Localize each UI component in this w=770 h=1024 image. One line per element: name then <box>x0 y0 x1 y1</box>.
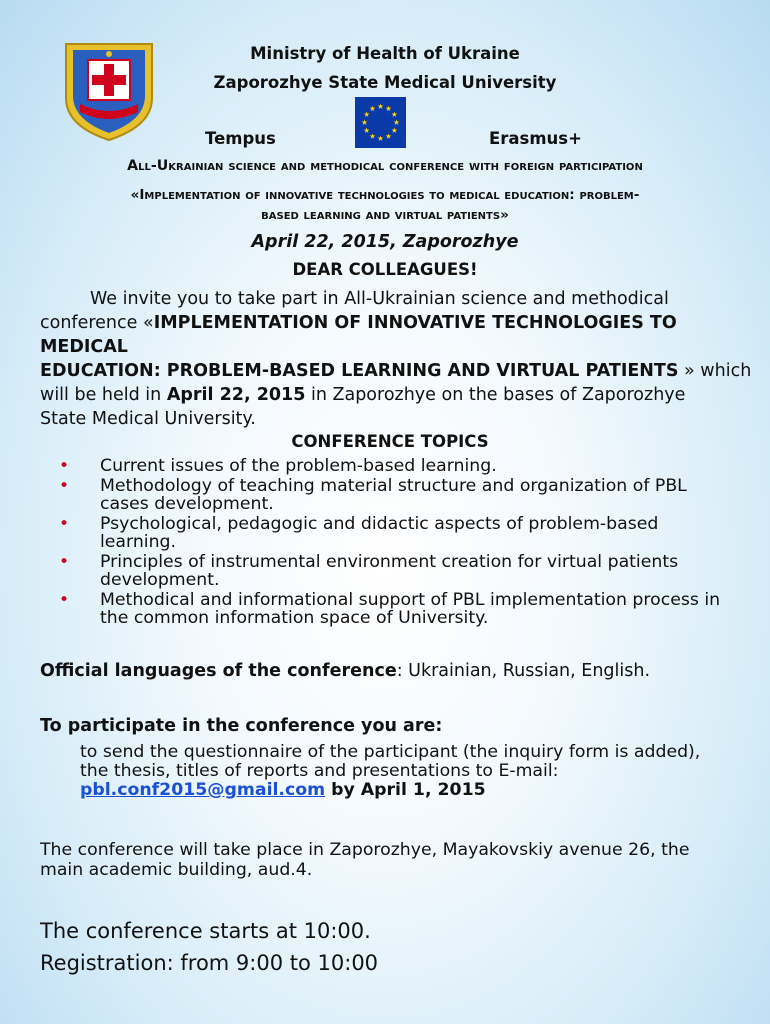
conference-theme-text-1: «Implementation of innovative technologies to medical education: problem- <box>130 187 640 203</box>
topic-item <box>40 477 760 513</box>
topic-text-continued: the common information space of University. <box>100 608 489 628</box>
intro-line-2 <box>40 311 760 359</box>
participate-instructions <box>80 743 760 800</box>
start-time: The conference starts at 10:00. <box>40 919 371 943</box>
conference-type-text: All-Ukrainian science and methodical conference with foreign participation <box>127 158 643 174</box>
topics-list <box>40 457 760 629</box>
intro-text: in Zaporozhye on the bases of Zaporozhye <box>305 385 686 405</box>
topic-text-continued: development. <box>100 570 220 590</box>
languages-line <box>40 659 650 683</box>
topic-text: Methodology of teaching material structure and organization of PBL <box>100 476 687 496</box>
greeting: DEAR COLLEAGUES! <box>292 260 478 279</box>
intro-line-4 <box>40 383 760 407</box>
languages-label: Official languages of the conference <box>40 661 397 681</box>
intro-paragraph <box>40 287 760 431</box>
languages-value: : Ukrainian, Russian, English. <box>396 661 651 681</box>
intro-line-5: State Medical University. <box>40 409 256 429</box>
schedule-block <box>40 915 378 979</box>
bullet-icon: • <box>59 514 70 534</box>
topic-text: Methodical and informational support of PBL implementation process in <box>100 590 721 610</box>
email-link[interactable]: pbl.conf2015@gmail.com <box>80 780 326 800</box>
conference-theme-line-1 <box>0 187 770 203</box>
registration-time: Registration: from 9:00 to 10:00 <box>40 951 379 975</box>
topics-title-text: CONFERENCE TOPICS <box>291 432 489 451</box>
intro-text: » which <box>678 361 752 381</box>
topic-item <box>40 457 760 475</box>
topics-title <box>0 432 770 451</box>
conference-date-bold: April 22, 2015 <box>166 385 306 405</box>
topic-text-continued: cases development. <box>100 494 274 514</box>
participate-line-1: to send the questionnaire of the participant (the inquiry form is added), <box>80 742 701 762</box>
venue-paragraph <box>40 840 760 880</box>
ministry-title: Ministry of Health of Ukraine <box>250 44 520 63</box>
intro-line-3 <box>40 359 760 383</box>
participate-label: To participate in the conference you are: <box>40 716 443 736</box>
topic-text: Psychological, pedagogic and didactic aspects of problem-based <box>100 514 659 534</box>
bullet-icon: • <box>59 590 70 610</box>
bullet-icon: • <box>59 456 70 476</box>
conference-type-line <box>0 158 770 174</box>
intro-text: will be held in <box>40 385 167 405</box>
intro-text: conference « <box>40 313 154 333</box>
conference-theme-text-2: based learning and virtual patients» <box>261 207 509 223</box>
topic-text-continued: learning. <box>100 532 176 552</box>
eu-flag-logo <box>355 97 406 148</box>
conference-date: April 22, 2015, Zaporozhye <box>251 232 519 252</box>
conference-name-bold: IMPLEMENTATION OF INNOVATIVE TECHNOLOGIES TO MEDICAL <box>40 313 677 357</box>
topic-text: Current issues of the problem-based learning. <box>100 456 497 476</box>
conference-theme-line-2 <box>0 207 770 223</box>
venue-line-1: The conference will take place in Zaporozhye, Mayakovskiy avenue 26, the <box>40 840 690 860</box>
topic-item <box>40 515 760 551</box>
participate-line-2: the thesis, titles of reports and presentations to E-mail: <box>80 761 559 781</box>
topic-item <box>40 553 760 589</box>
bullet-icon: • <box>59 552 70 572</box>
bullet-icon: • <box>59 476 70 496</box>
topic-text: Principles of instrumental environment creation for virtual patients <box>100 552 679 572</box>
intro-line-1: We invite you to take part in All-Ukrainian science and methodical <box>90 289 669 309</box>
venue-line-2: main academic building, aud.4. <box>40 860 313 880</box>
tempus-label: Tempus <box>205 129 276 148</box>
erasmus-label: Erasmus+ <box>489 129 582 148</box>
university-title: Zaporozhye State Medical University <box>213 73 557 92</box>
participate-line-3 <box>80 781 760 800</box>
deadline-text: by April 1, 2015 <box>325 780 486 800</box>
topic-item <box>40 591 760 627</box>
conference-name-bold: EDUCATION: PROBLEM-BASED LEARNING AND VIRTUAL PATIENTS <box>40 361 679 381</box>
